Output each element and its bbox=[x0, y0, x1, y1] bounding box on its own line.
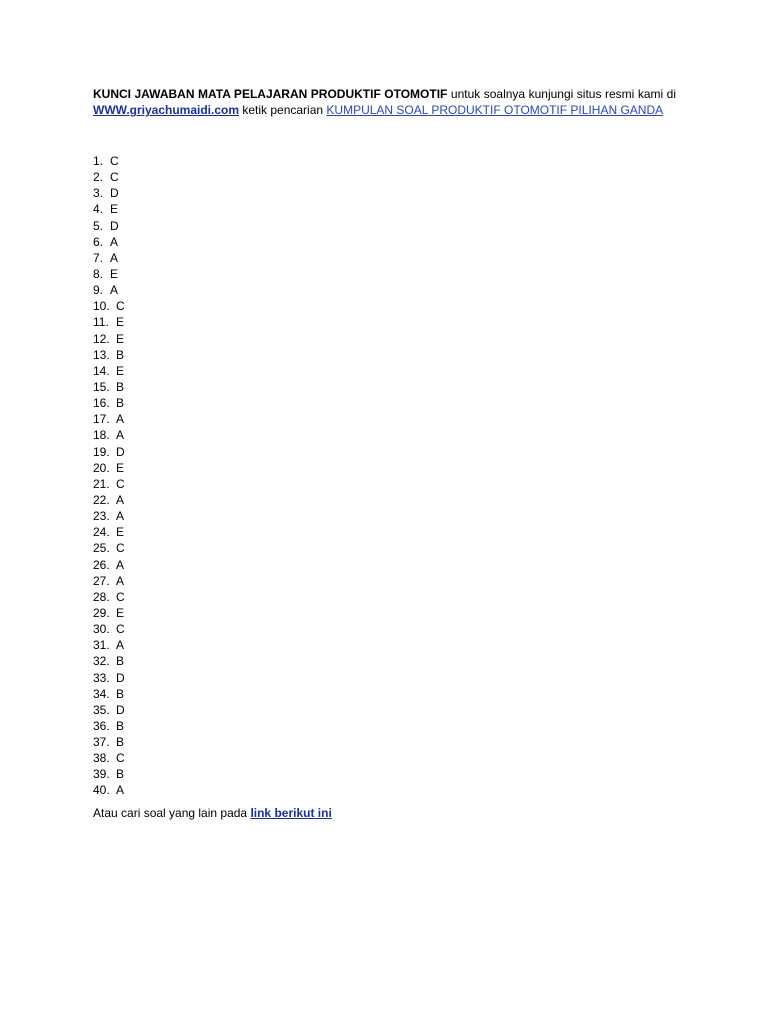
answer-item bbox=[93, 524, 125, 540]
footer-line bbox=[93, 805, 332, 821]
answer-number: 23. bbox=[93, 509, 110, 524]
answer-item bbox=[93, 766, 125, 782]
answer-number: 9. bbox=[93, 283, 104, 298]
answer-number: 15. bbox=[93, 379, 110, 394]
answer-number: 6. bbox=[93, 234, 104, 249]
answer-number: 4. bbox=[93, 202, 104, 217]
answer-item bbox=[93, 314, 125, 330]
answer-number: 28. bbox=[93, 589, 110, 604]
answer-number: 16. bbox=[93, 396, 110, 411]
answer-letter: A bbox=[116, 412, 125, 427]
answer-number: 17. bbox=[93, 412, 110, 427]
answer-item bbox=[93, 573, 125, 589]
answer-item bbox=[93, 363, 125, 379]
answer-letter: A bbox=[116, 557, 125, 572]
site-link[interactable]: WWW.griyachumaidi.com bbox=[93, 103, 240, 118]
answer-letter: D bbox=[116, 702, 125, 717]
answer-number: 38. bbox=[93, 751, 110, 766]
answer-letter: A bbox=[110, 283, 119, 298]
answer-item bbox=[93, 653, 125, 669]
answer-number: 12. bbox=[93, 331, 110, 346]
document-page bbox=[93, 86, 676, 820]
document-title: KUNCI JAWABAN MATA PELAJARAN PRODUKTIF OTOMOTIF bbox=[93, 87, 448, 101]
answer-number: 3. bbox=[93, 186, 104, 201]
answer-letter: B bbox=[116, 767, 125, 782]
answer-item bbox=[93, 589, 125, 605]
answer-letter: A bbox=[116, 492, 125, 507]
answer-item bbox=[93, 508, 125, 524]
answer-item bbox=[93, 427, 125, 443]
answer-letter: E bbox=[116, 460, 125, 475]
answer-item bbox=[93, 734, 125, 750]
answer-letter: B bbox=[116, 686, 125, 701]
answer-item bbox=[93, 444, 125, 460]
answer-number: 33. bbox=[93, 670, 110, 685]
answer-letter: A bbox=[116, 573, 125, 588]
answer-letter: A bbox=[116, 638, 125, 653]
answer-item bbox=[93, 379, 125, 395]
intro-text-2: ketik pencarian bbox=[239, 103, 327, 118]
more-questions-link[interactable]: link berikut ini bbox=[250, 806, 332, 820]
answer-item bbox=[93, 347, 125, 363]
answer-letter: B bbox=[116, 735, 125, 750]
answer-letter: C bbox=[116, 476, 125, 491]
answer-number: 10. bbox=[93, 299, 110, 314]
answer-item bbox=[93, 153, 125, 169]
answer-item bbox=[93, 718, 125, 734]
answer-letter: E bbox=[110, 266, 119, 281]
answer-letter: A bbox=[116, 509, 125, 524]
answer-number: 8. bbox=[93, 266, 104, 281]
answer-item bbox=[93, 605, 125, 621]
answer-number: 22. bbox=[93, 492, 110, 507]
answer-number: 19. bbox=[93, 444, 110, 459]
answer-letter: C bbox=[116, 589, 125, 604]
answer-item bbox=[93, 234, 125, 250]
answer-letter: C bbox=[116, 622, 125, 637]
answer-number: 31. bbox=[93, 638, 110, 653]
answer-letter: C bbox=[116, 541, 125, 556]
answer-item bbox=[93, 218, 125, 234]
answer-key-list bbox=[93, 153, 125, 799]
answer-letter: E bbox=[116, 315, 125, 330]
answer-number: 26. bbox=[93, 557, 110, 572]
answer-number: 1. bbox=[93, 154, 104, 168]
answer-item bbox=[93, 201, 125, 217]
intro-text-1: untuk soalnya kunjungi situs resmi kami di bbox=[447, 87, 676, 101]
footer-text: Atau cari soal yang lain pada bbox=[93, 806, 251, 820]
answer-item bbox=[93, 331, 125, 347]
answer-letter: D bbox=[116, 670, 125, 685]
answer-item bbox=[93, 686, 125, 702]
answer-item bbox=[93, 250, 125, 266]
answer-item bbox=[93, 411, 125, 427]
answer-letter: D bbox=[110, 218, 119, 233]
answer-number: 32. bbox=[93, 654, 110, 669]
answer-letter: B bbox=[116, 654, 125, 669]
answer-number: 36. bbox=[93, 718, 110, 733]
answer-number: 2. bbox=[93, 170, 104, 185]
answer-number: 13. bbox=[93, 347, 110, 362]
answer-item bbox=[93, 670, 125, 686]
answer-letter: C bbox=[116, 299, 125, 314]
answer-item bbox=[93, 282, 125, 298]
answer-letter: E bbox=[116, 363, 125, 378]
answer-letter: C bbox=[110, 154, 119, 168]
answer-letter: B bbox=[116, 379, 125, 394]
answer-item bbox=[93, 702, 125, 718]
answer-letter: B bbox=[116, 347, 125, 362]
answer-number: 24. bbox=[93, 525, 110, 540]
answer-letter: C bbox=[116, 751, 125, 766]
answer-letter: D bbox=[116, 444, 125, 459]
answer-letter: A bbox=[116, 428, 125, 443]
answer-number: 29. bbox=[93, 605, 110, 620]
answer-item bbox=[93, 637, 125, 653]
answer-item bbox=[93, 476, 125, 492]
answer-item bbox=[93, 266, 125, 282]
answer-letter: E bbox=[116, 525, 125, 540]
answer-item bbox=[93, 540, 125, 556]
answer-number: 20. bbox=[93, 460, 110, 475]
answer-letter: D bbox=[110, 186, 119, 201]
answer-number: 30. bbox=[93, 622, 110, 637]
answer-number: 5. bbox=[93, 218, 104, 233]
search-link[interactable]: KUMPULAN SOAL PRODUKTIF OTOMOTIF PILIHAN GANDA bbox=[326, 103, 664, 118]
answer-letter: E bbox=[116, 331, 125, 346]
answer-item bbox=[93, 492, 125, 508]
answer-letter: A bbox=[116, 783, 125, 798]
answer-item bbox=[93, 169, 125, 185]
answer-item bbox=[93, 621, 125, 637]
answer-item bbox=[93, 460, 125, 476]
answer-letter: C bbox=[110, 170, 119, 185]
answer-letter: B bbox=[116, 396, 125, 411]
answer-letter: B bbox=[116, 718, 125, 733]
answer-number: 18. bbox=[93, 428, 110, 443]
answer-number: 11. bbox=[93, 315, 109, 330]
answer-number: 25. bbox=[93, 541, 110, 556]
answer-item bbox=[93, 298, 125, 314]
answer-number: 21. bbox=[93, 476, 110, 491]
answer-item bbox=[93, 557, 125, 573]
answer-number: 34. bbox=[93, 686, 110, 701]
answer-letter: A bbox=[110, 234, 119, 249]
answer-number: 37. bbox=[93, 735, 110, 750]
answer-number: 14. bbox=[93, 363, 110, 378]
answer-item bbox=[93, 395, 125, 411]
answer-number: 27. bbox=[93, 573, 110, 588]
answer-number: 40. bbox=[93, 783, 110, 798]
answer-letter: A bbox=[110, 250, 119, 265]
answer-number: 39. bbox=[93, 767, 110, 782]
answer-letter: E bbox=[116, 605, 125, 620]
answer-item bbox=[93, 185, 125, 201]
answer-number: 35. bbox=[93, 702, 110, 717]
answer-item bbox=[93, 782, 125, 798]
answer-number: 7. bbox=[93, 250, 104, 265]
intro-paragraph bbox=[93, 86, 676, 118]
answer-letter: E bbox=[110, 202, 119, 217]
answer-item bbox=[93, 750, 125, 766]
